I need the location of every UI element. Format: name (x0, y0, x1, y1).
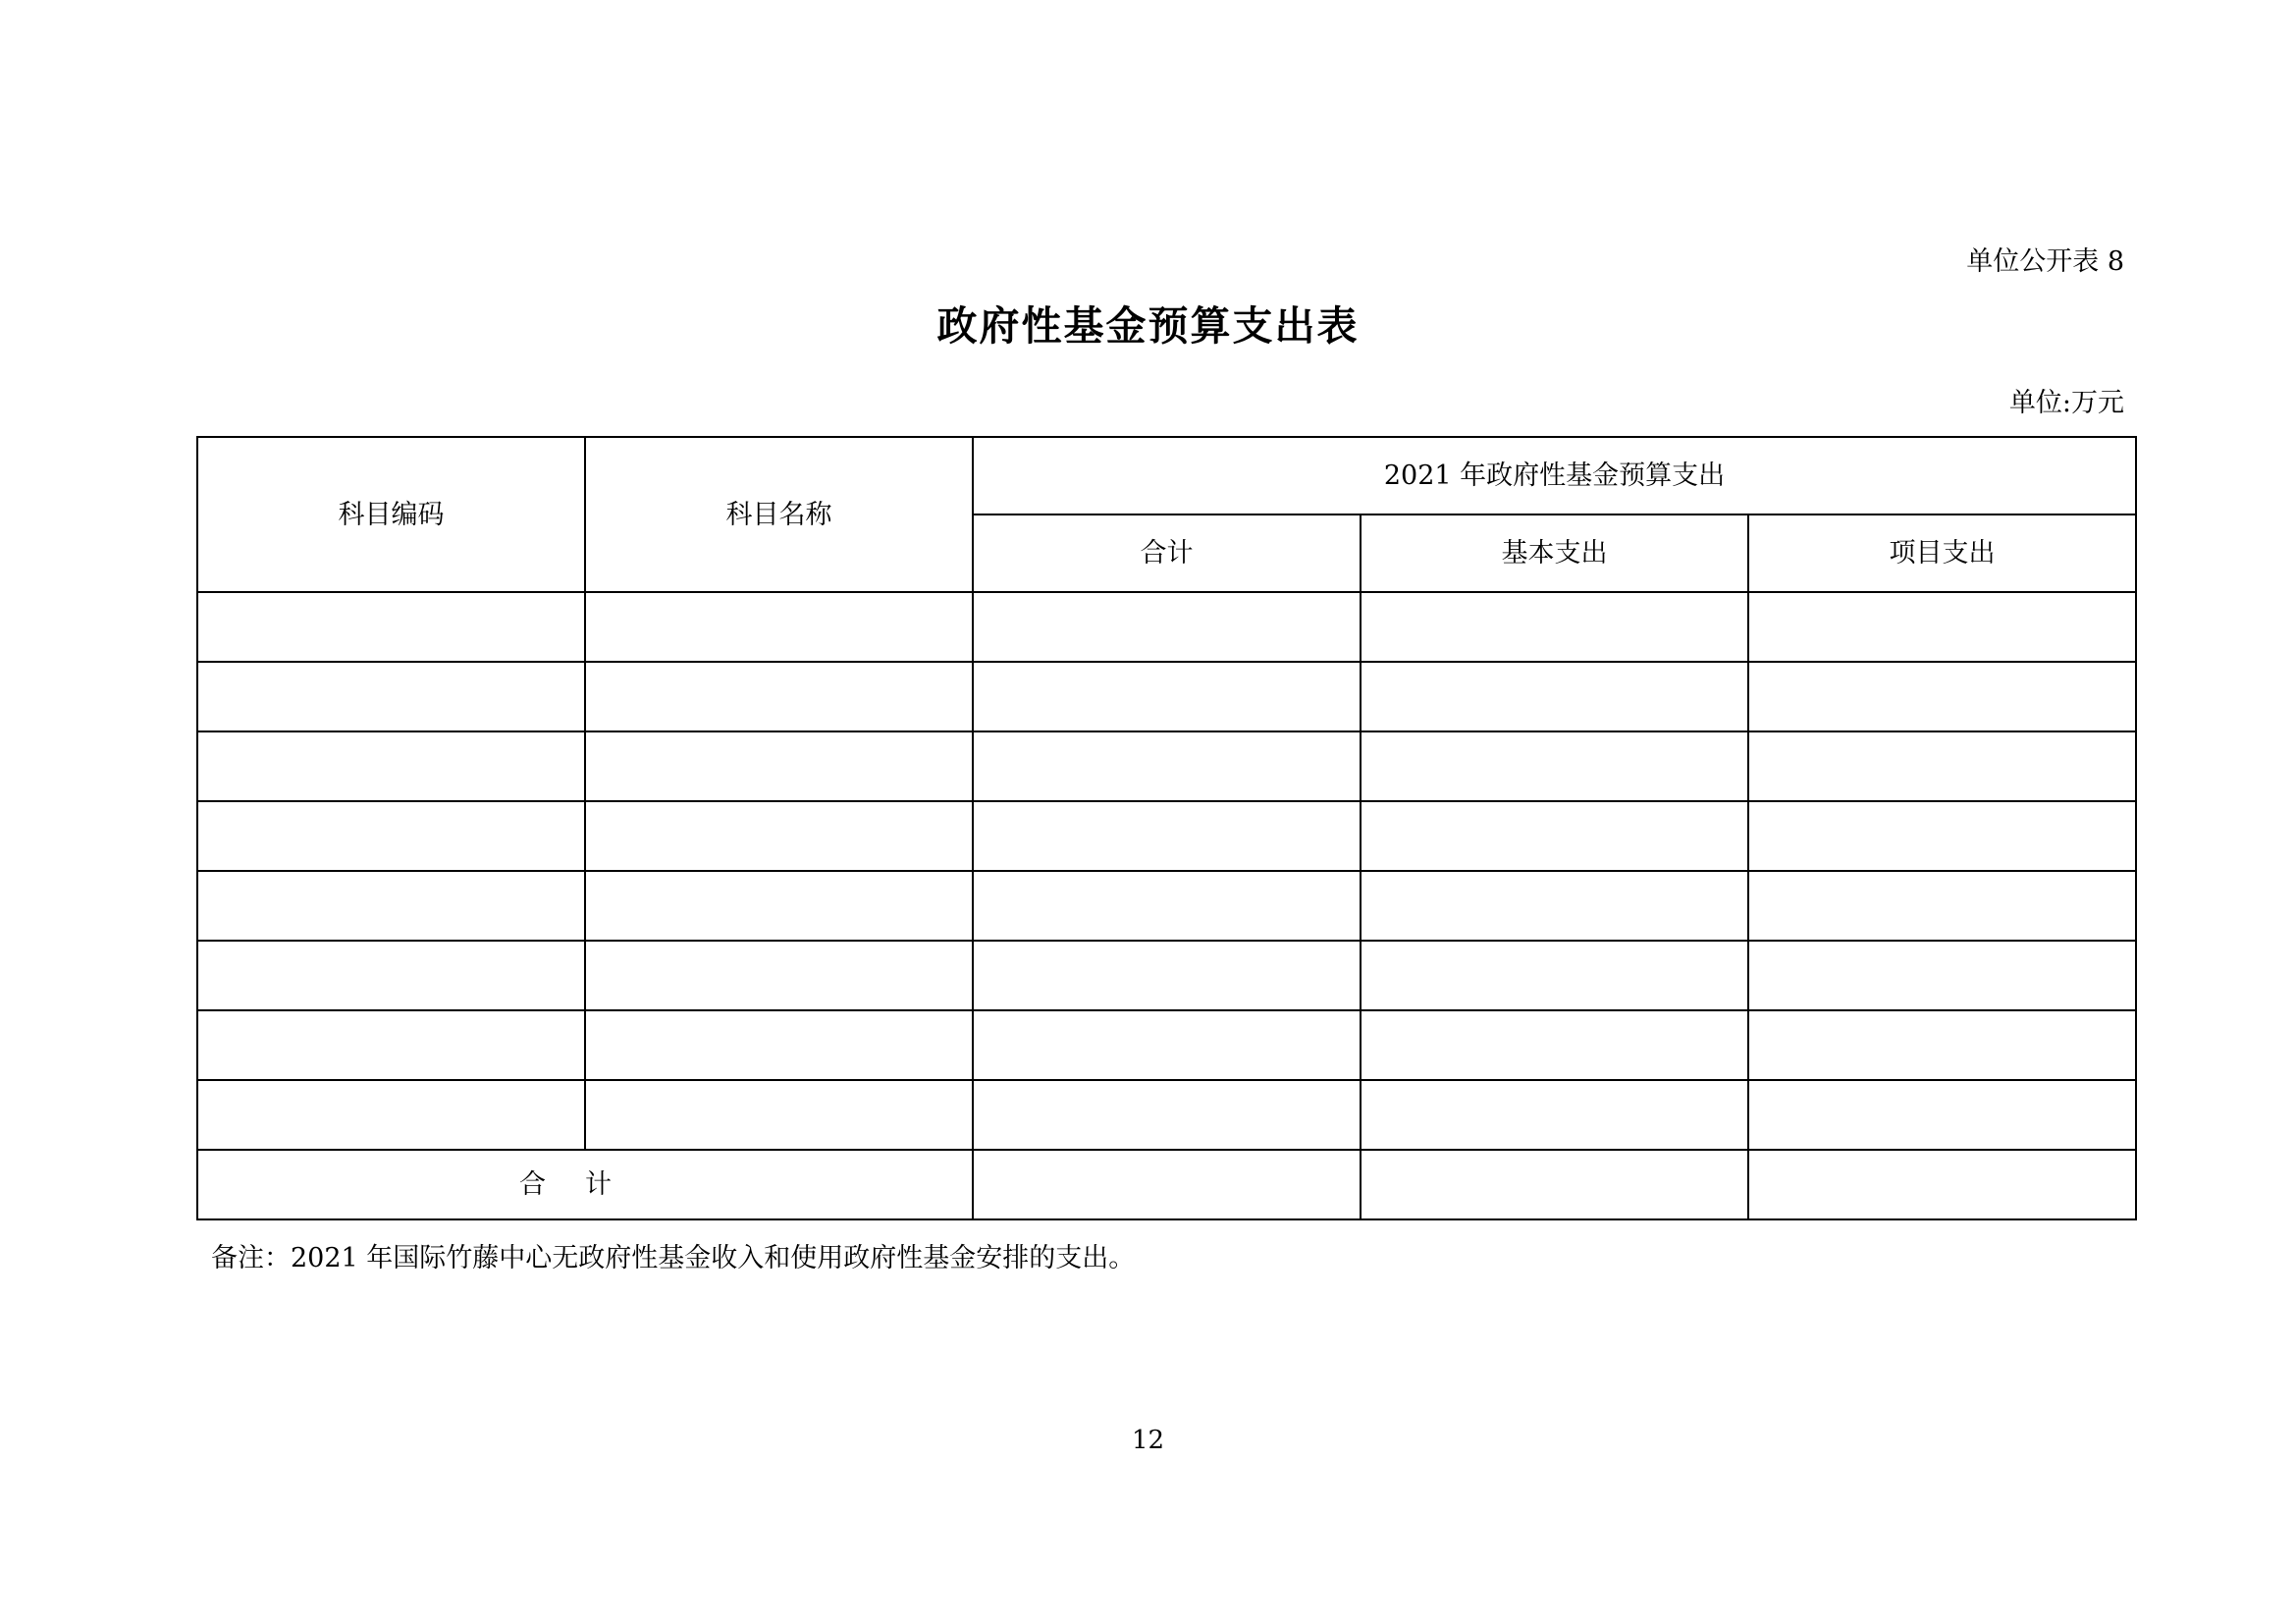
table-cell-name (585, 871, 973, 941)
table-cell-project (1748, 731, 2136, 801)
table-cell-name (585, 592, 973, 662)
table-cell-total (973, 731, 1361, 801)
table-cell-project (1748, 1010, 2136, 1080)
table-cell-code (197, 1080, 585, 1150)
total-row-label: 合计 (197, 1150, 973, 1219)
table-cell-name (585, 941, 973, 1010)
total-row-basic (1361, 1150, 1748, 1219)
table-cell-basic (1361, 1080, 1748, 1150)
table-cell-basic (1361, 662, 1748, 731)
page-number: 12 (1131, 1426, 1165, 1455)
header-row-top (197, 437, 2136, 514)
table-cell-basic (1361, 1010, 1748, 1080)
table-cell-code (197, 592, 585, 662)
table-cell-project (1748, 662, 2136, 731)
budget-table-body (197, 437, 2136, 1219)
table-row (197, 801, 2136, 871)
column-header-name: 科目名称 (585, 437, 973, 592)
table-row (197, 662, 2136, 731)
remark-note: 备注：2021 年国际竹藤中心无政府性基金收入和使用政府性基金安排的支出。 (211, 1243, 1136, 1273)
column-header-basic: 基本支出 (1361, 514, 1748, 592)
column-header-total: 合计 (973, 514, 1361, 592)
table-row (197, 592, 2136, 662)
table-cell-project (1748, 592, 2136, 662)
table-cell-total (973, 1080, 1361, 1150)
column-header-code: 科目编码 (197, 437, 585, 592)
table-cell-total (973, 801, 1361, 871)
form-number: 单位公开表 8 (1966, 246, 2124, 277)
column-group-header: 2021 年政府性基金预算支出 (973, 437, 2136, 514)
table-cell-code (197, 662, 585, 731)
table-cell-project (1748, 801, 2136, 871)
table-cell-code (197, 871, 585, 941)
table-cell-basic (1361, 731, 1748, 801)
table-cell-basic (1361, 592, 1748, 662)
unit-label: 单位:万元 (2008, 388, 2124, 418)
table-cell-basic (1361, 941, 1748, 1010)
total-row-project (1748, 1150, 2136, 1219)
table-cell-total (973, 941, 1361, 1010)
table-row (197, 731, 2136, 801)
table-cell-name (585, 662, 973, 731)
table-cell-total (973, 1010, 1361, 1080)
table-cell-name (585, 1010, 973, 1080)
table-row (197, 941, 2136, 1010)
table-cell-total (973, 662, 1361, 731)
budget-table (196, 436, 2137, 1220)
table-cell-name (585, 731, 973, 801)
page-title: 政府性基金预算支出表 (936, 302, 1360, 350)
table-cell-code (197, 731, 585, 801)
total-row (197, 1150, 2136, 1219)
table-row (197, 871, 2136, 941)
table-cell-basic (1361, 801, 1748, 871)
table-cell-project (1748, 1080, 2136, 1150)
table-cell-name (585, 1080, 973, 1150)
column-header-project: 项目支出 (1748, 514, 2136, 592)
total-row-total (973, 1150, 1361, 1219)
table-cell-project (1748, 871, 2136, 941)
table-cell-total (973, 592, 1361, 662)
table-row (197, 1010, 2136, 1080)
table-cell-code (197, 941, 585, 1010)
table-cell-basic (1361, 871, 1748, 941)
table-cell-total (973, 871, 1361, 941)
table-cell-name (585, 801, 973, 871)
table-cell-project (1748, 941, 2136, 1010)
table-cell-code (197, 801, 585, 871)
table-row (197, 1080, 2136, 1150)
table-cell-code (197, 1010, 585, 1080)
